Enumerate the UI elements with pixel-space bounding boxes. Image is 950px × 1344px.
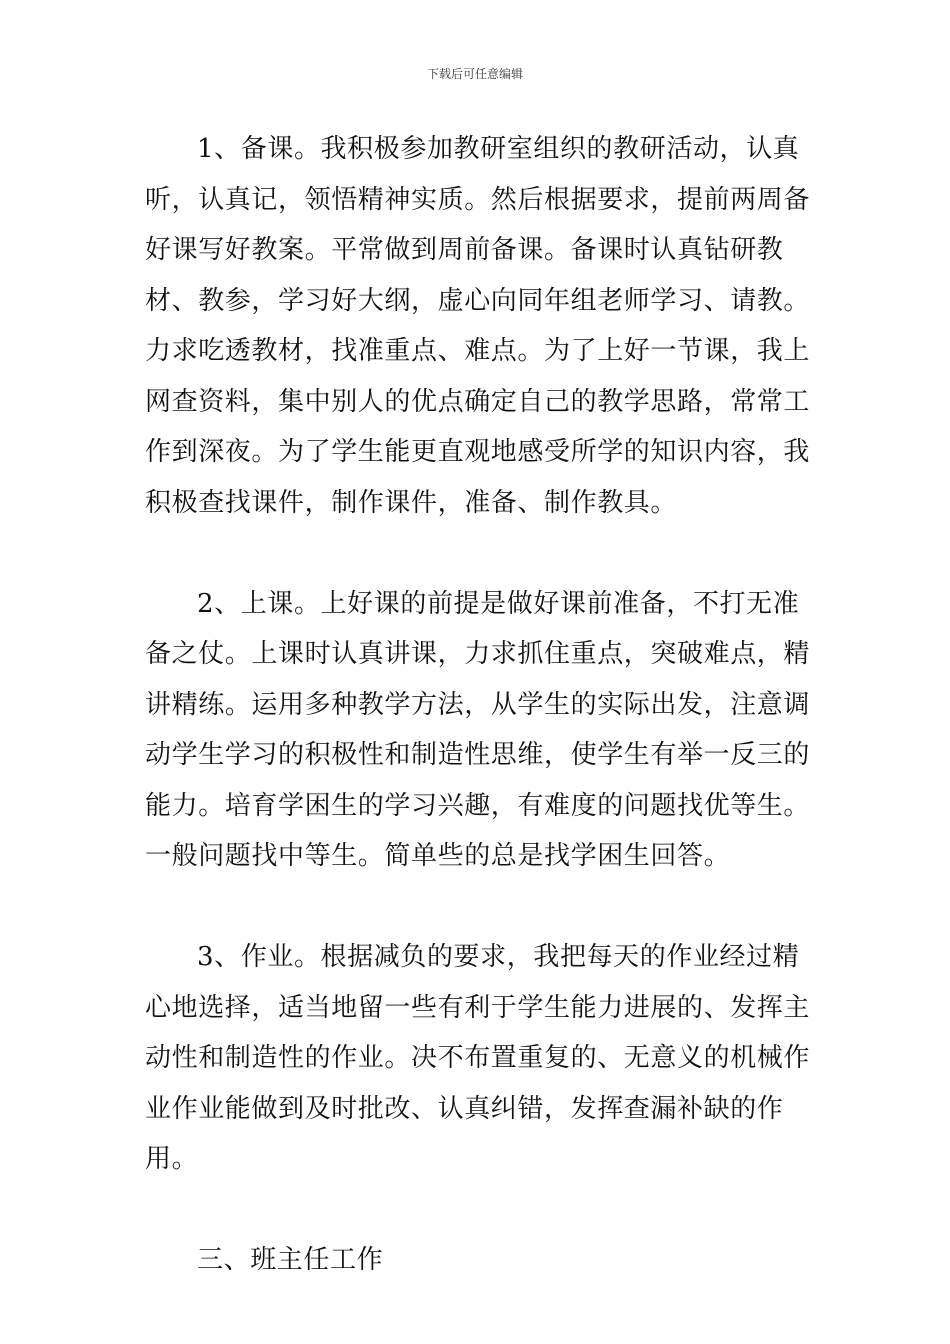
paragraph-homework: 3、作业。根据减负的要求，我把每天的作业经过精心地选择，适当地留一些有利于学生能力进展的、发挥主动性和制造性的作业。决不布置重复的、无意义的机械作业作业能做到及时批改、认真纠错，发挥查漏补缺的作用。 [145, 942, 811, 1174]
paragraph-teaching: 2、上课。上好课的前提是做好课前准备，不打无准备之仗。上课时认真讲课，力求抓住重点，突破难点，精讲精练。运用多种教学方法，从学生的实际出发，注意调动学生学习的积极性和制造性思维，使学生有举一反三的能力。培育学困生的学习兴趣，有难度的问题找优等生。一般问题找中等生。简单些的总是找学困生回答。 [145, 588, 811, 871]
section-heading-class-teacher: 三、班主任工作 [197, 1245, 384, 1275]
paragraph-gap [145, 1185, 811, 1236]
page-header: 下载后可任意编辑 [426, 67, 523, 81]
paragraph-lesson-prep: 1、备课。我积极参加教研室组织的教研活动，认真听，认真记，领悟精神实质。然后根据要求，提前两周备好课写好教案。平常做到周前备课。备课时认真钻研教材、教参，学习好大纲，虚心向同年组老师学习、请教。力求吃透教材，找准重点、难点。为了上好一节课，我上网查资料，集中别人的优点确定自己的教学思路，常常工作到深夜。为了学生能更直观地感受所学的知识内容，我积极查找课件，制作课件，准备、制作教具。 [145, 134, 811, 518]
paragraph-gap [145, 882, 811, 933]
paragraph-gap [145, 528, 811, 579]
document-body [145, 124, 811, 1286]
